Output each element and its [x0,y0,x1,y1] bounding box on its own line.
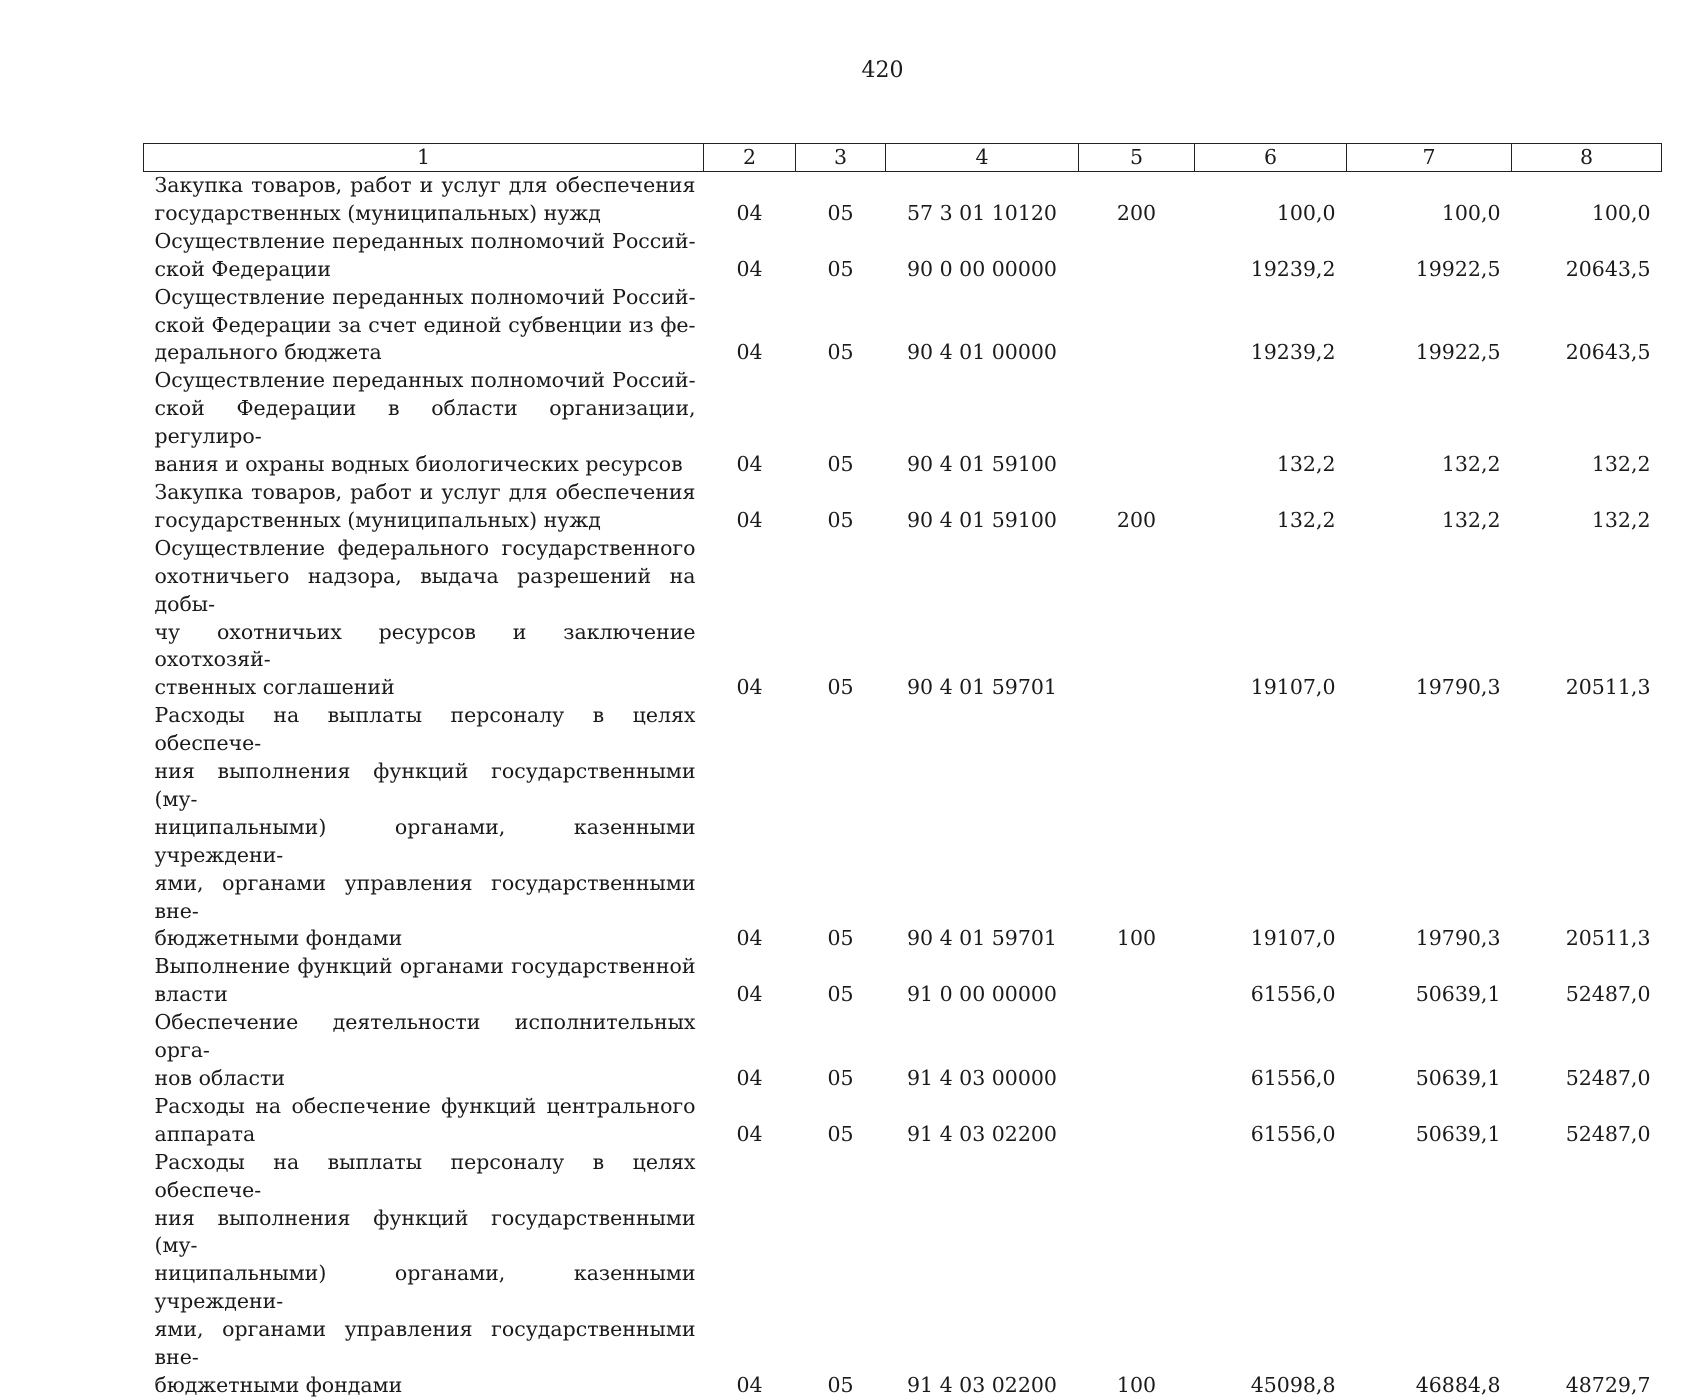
row-amount-1: 19107,0 [1250,926,1336,951]
row-expense-type: 100 [1116,926,1157,951]
row-target-article: 90 0 00 00000 [907,256,1057,281]
header-col-6: 6 [1195,144,1347,172]
row-subsection-code: 05 [827,1372,854,1397]
row-subsection-code: 05 [827,340,854,365]
table-row [144,172,1662,228]
description-line: государственных (муниципальных) нужд [154,507,601,532]
row-subsection-code: 05 [827,1066,854,1090]
table-row [144,1149,1662,1400]
row-section-code: 04 [736,1066,763,1090]
row-amount-2: 19790,3 [1415,675,1501,700]
row-amount-1: 61556,0 [1250,1121,1336,1146]
row-subsection-code: 05 [827,982,854,1007]
row-target-article: 90 4 01 00000 [907,340,1057,365]
description-line: дерального бюджета [154,340,382,365]
description-line: ями, органами управления государственными вне- [154,1317,696,1370]
header-row [144,144,1662,172]
row-amount-3: 48729,7 [1565,1372,1651,1397]
row-amount-2: 19922,5 [1415,340,1501,365]
description-line: ния выполнения функций государственными (му- [154,759,696,811]
row-amount-1: 61556,0 [1250,982,1336,1007]
row-amount-1: 61556,0 [1250,1066,1336,1090]
row-amount-2: 132,2 [1441,507,1501,532]
row-section-code: 04 [736,675,763,700]
header-col-8: 8 [1512,144,1662,172]
row-amount-2: 100,0 [1441,200,1501,225]
description-line: ями, органами управления государственными вне- [154,870,696,923]
table-row [144,953,1662,1009]
description-line: Осуществление переданных полномочий Россий- [154,284,696,309]
header-col-3: 3 [796,144,886,172]
header-col-2: 2 [704,144,796,172]
row-section-code: 04 [736,340,763,365]
row-amount-1: 100,0 [1276,200,1336,225]
row-target-article: 91 0 00 00000 [907,982,1057,1007]
table-row [144,228,1662,284]
row-expense-type [1079,953,1195,1009]
row-amount-3: 20511,3 [1565,675,1651,700]
table-row [144,1093,1662,1149]
row-description [144,1149,704,1400]
row-amount-1: 45098,8 [1250,1372,1336,1397]
header-col-1: 1 [144,144,704,172]
row-subsection-code: 05 [827,1121,854,1146]
row-amount-3: 20643,5 [1565,256,1651,281]
row-description [144,702,704,953]
row-description [144,535,704,702]
description-line: охотничьего надзора, выдача разрешений на добы- [154,563,696,616]
row-amount-2: 50639,1 [1415,1066,1501,1090]
description-line: Расходы на выплаты персоналу в целях обеспече- [154,1149,696,1202]
row-target-article: 90 4 01 59701 [907,675,1057,700]
row-section-code: 04 [736,200,763,225]
table-row [144,702,1662,953]
description-line: Осуществление переданных полномочий Россий- [154,368,696,393]
row-description [144,367,704,479]
row-description [144,1009,704,1093]
row-amount-3: 20511,3 [1565,926,1651,951]
row-subsection-code: 05 [827,200,854,225]
row-description [144,953,704,1009]
description-line: Расходы на выплаты персоналу в целях обеспече- [154,703,696,756]
row-expense-type [1079,228,1195,284]
row-target-article: 91 4 03 02200 [907,1372,1057,1397]
row-description [144,228,704,284]
row-expense-type: 200 [1116,507,1157,532]
row-section-code: 04 [736,256,763,281]
description-line: бюджетными фондами [154,1372,403,1397]
description-line: Закупка товаров, работ и услуг для обеспечения [154,173,696,197]
table-row [144,1009,1662,1093]
row-expense-type [1079,1009,1195,1093]
header-col-7: 7 [1347,144,1512,172]
row-amount-3: 20643,5 [1565,340,1651,365]
row-section-code: 04 [736,982,763,1007]
description-line: Обеспечение деятельности исполнительных орга- [154,1010,696,1063]
row-subsection-code: 05 [827,256,854,281]
row-amount-2: 19790,3 [1415,926,1501,951]
table-row [144,284,1662,368]
row-subsection-code: 05 [827,452,854,477]
row-amount-1: 19107,0 [1250,675,1336,700]
row-amount-3: 100,0 [1591,200,1651,225]
row-amount-3: 52487,0 [1565,1066,1651,1090]
description-line: Осуществление федерального государственного [154,535,696,560]
description-line: ской Федерации за счет единой субвенции из фе- [154,312,696,337]
page-number: 420 [861,58,904,83]
row-amount-3: 132,2 [1591,452,1651,477]
header-col-4: 4 [886,144,1079,172]
table-header [144,144,1662,172]
description-line: ственных соглашений [154,675,395,700]
row-amount-1: 132,2 [1276,452,1336,477]
description-line: ния выполнения функций государственными (му- [154,1205,696,1258]
row-description [144,172,704,228]
description-line: власти [154,982,228,1007]
description-line: нов области [154,1066,285,1090]
row-amount-2: 132,2 [1441,452,1501,477]
table-row [144,535,1662,702]
row-description [144,284,704,368]
table-row [144,479,1662,535]
row-section-code: 04 [736,507,763,532]
row-target-article: 90 4 01 59100 [907,507,1057,532]
description-line: Выполнение функций органами государственной [154,954,696,979]
row-subsection-code: 05 [827,507,854,532]
row-expense-type: 100 [1116,1372,1157,1397]
row-description [144,1093,704,1149]
description-line: Расходы на обеспечение функций центрального [154,1093,696,1118]
row-section-code: 04 [736,1372,763,1397]
row-target-article: 91 4 03 00000 [907,1066,1057,1090]
row-subsection-code: 05 [827,926,854,951]
description-line: ниципальными) органами, казенными учреждени- [154,1261,696,1314]
description-line: чу охотничьих ресурсов и заключение охотхозяй- [154,619,696,672]
table-row [144,367,1662,479]
row-target-article: 91 4 03 02200 [907,1121,1057,1146]
row-amount-3: 132,2 [1591,507,1651,532]
row-description [144,479,704,535]
row-target-article: 57 3 01 10120 [907,200,1057,225]
budget-table [143,143,1662,1400]
description-line: Закупка товаров, работ и услуг для обеспечения [154,479,696,504]
row-expense-type [1079,535,1195,702]
row-subsection-code: 05 [827,675,854,700]
header-col-5: 5 [1079,144,1195,172]
row-target-article: 90 4 01 59701 [907,926,1057,951]
row-amount-3: 52487,0 [1565,1121,1651,1146]
description-line: Осуществление переданных полномочий Россий- [154,228,696,253]
row-amount-1: 132,2 [1276,507,1336,532]
description-line: ниципальными) органами, казенными учреждени- [154,814,696,867]
row-amount-2: 19922,5 [1415,256,1501,281]
description-line: бюджетными фондами [154,926,403,951]
description-line: аппарата [154,1121,256,1146]
row-section-code: 04 [736,452,763,477]
row-amount-1: 19239,2 [1250,340,1336,365]
description-line: вания и охраны водных биологических ресурсов [154,452,683,477]
row-amount-1: 19239,2 [1250,256,1336,281]
row-expense-type [1079,284,1195,368]
row-amount-2: 50639,1 [1415,1121,1501,1146]
row-section-code: 04 [736,1121,763,1146]
row-expense-type [1079,1093,1195,1149]
row-expense-type: 200 [1116,200,1157,225]
row-section-code: 04 [736,926,763,951]
row-target-article: 90 4 01 59100 [907,452,1057,477]
table-body [144,172,1662,1400]
description-line: ской Федерации в области организации, регулиро- [154,396,696,449]
row-amount-3: 52487,0 [1565,982,1651,1007]
row-amount-2: 50639,1 [1415,982,1501,1007]
row-amount-2: 46884,8 [1415,1372,1501,1397]
description-line: ской Федерации [154,256,332,281]
row-expense-type [1079,367,1195,479]
description-line: государственных (муниципальных) нужд [154,200,601,225]
